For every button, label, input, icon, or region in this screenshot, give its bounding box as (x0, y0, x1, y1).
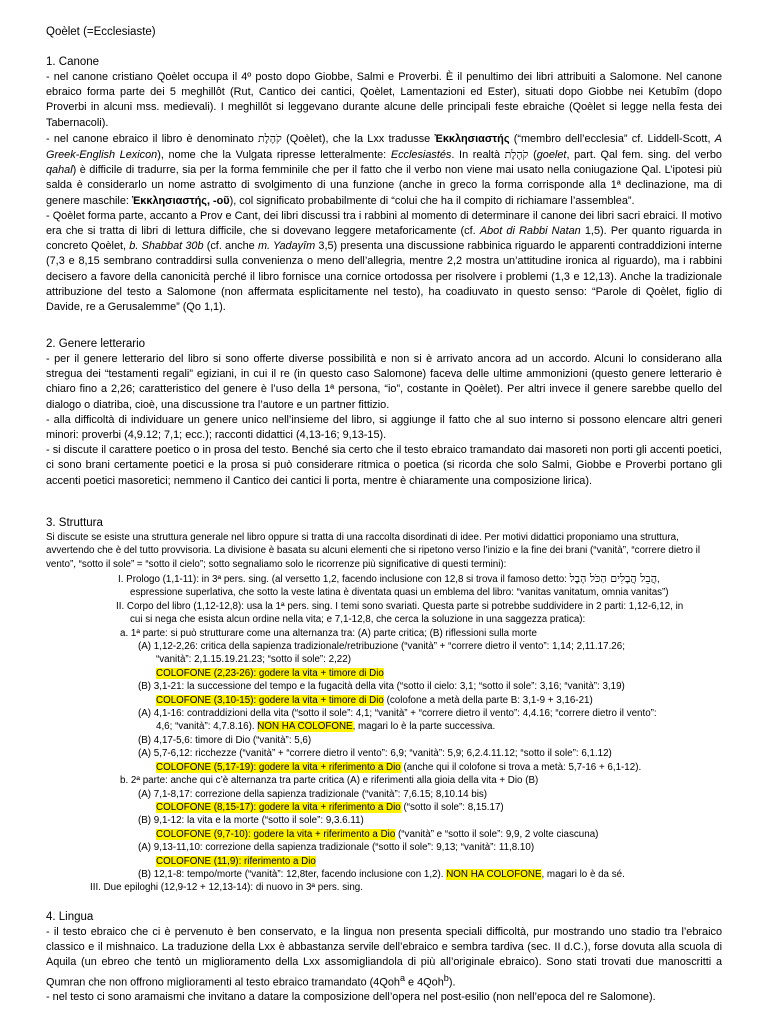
hebrew-word: קֹהֶלֶת (504, 148, 529, 162)
colofone-highlight: COLOFONE (3,10-15): godere la vita + timore di Dio (156, 694, 384, 706)
outline-epiloghi: III. Due epiloghi (12,9-12 + 12,13-14): di nuovo in 3ª pers. sing. (90, 882, 363, 894)
colofone-highlight: COLOFONE (2,23-26): godere la vita + timore di Dio (156, 667, 384, 679)
greek-word: Ἐκκλησιαστής (434, 132, 510, 145)
heading-genere: 2. Genere letterario (46, 338, 146, 350)
outline-parte-a: a. 1ª parte: si può strutturare come una alternanza tra: (A) parte critica; (B) riflessioni sulla morte (120, 627, 537, 639)
heading-lingua: 4. Lingua (46, 911, 94, 923)
outline-parte-b: b. 2ª parte: anche qui c’è alternanza tra parte critica (A) e riferimenti alla gioia della vita + Dio (B) (120, 775, 539, 787)
section-genere (46, 352, 722, 489)
lingua-paragraph-2: - nel testo ci sono aramaismi che invitano a datare la composizione dell’opera nel post-esilio (non nell’epoca del re Salomone). (46, 991, 656, 1004)
canone-paragraph-1: - nel canone cristiano Qoèlet occupa il 4º posto dopo Giobbe, Salmi e Proverbi. È il penultimo dei libri attribuiti a Salomone. Nel canone ebraico forma parte dei 5 meghillôt (Rut, Cantico dei cantici, Qoèlet, Lamentazioni ed Ester), situati dopo Giobbe nei Ketubîm (dopo Proverbi in alcuni mss. medievali). I meghillôt si leggevano durante alcune delle principali feste ebraiche (Qoèlet si legge nella festa dei Tabernacoli). (46, 71, 722, 129)
genere-paragraph-2: - alla difficoltà di individuare un genere unico nell’insieme del libro, si aggiunge il fatto che al suo interno si possono elencare altri generi minori: proverbi (4,9.12; 7,1; ecc.); racconti didattici (4,13-16; 9,13-15). (46, 413, 722, 442)
genere-paragraph-1: - per il genere letterario del libro si sono offerte diverse possibilità e non si è arrivato ancora ad un accordo. Alcuni lo considerano alla stregua dei “testamenti regali” egiziani, in cui il re (in questo caso Salomone) faceva delle ultime ammonizioni (questo genere letterario è chiaro fino a 2,26; caratteristico del genere è l’uso della 1ª persona, “io”, costante in Qoèlet). Per altri invece il genere sarebbe quello del dialogo o diatriba, cioè, una discussione tra l’autore e un partner fittizio. (46, 353, 722, 411)
struttura-intro: Si discute se esiste una struttura generale nel libro oppure si tratta di una raccolta disordinati di idee. Per motivi didattici proponiamo una struttura, avvertendo che è del tutto provvisoria. La divisione è basata su alcuni elementi che si ripetono verso l’inizio e la fine dei brani (“vanità”, “correre dietro il vento”, “sotto il sole” = “sotto il cielo”; sotto segnaliamo solo le ricorrenze più significative di questi termini): (46, 532, 701, 570)
heading-struttura: 3. Struttura (46, 517, 103, 529)
outline-corpo: II. Corpo del libro (1,12-12,8): usa la 1ª pers. sing. I temi sono svariati. Questa parte si potrebbe suddividere in 2 parti: 1,12-6,12, in (116, 600, 684, 612)
greek-word: Ἐκκλησιαστής, -οῦ (131, 194, 230, 207)
canone-paragraph-3: - Qoèlet forma parte, accanto a Prov e Cant, dei libri discussi tra i rabbini al momento di determinare il canone dei libri sacri ebraici. Il motivo era che si tratta di libri di lettura difficile, che si dovevano leggere metaforicamente (cf. Abot di Rabbi Natan 1,5). Per quanto riguarda in concreto Qoèlet, b. Shabbat 30b (cf. anche m. Yadayîm 3,5) presenta una discussione rabbinica riguardo le apparenti contraddizioni interne (7,3 e 8,15 sembrano contraddirsi sulla convenienza o meno dell’allegria, mentre 2,2 mostra un’attitudine ironica al riguardo), ma i rabbini decisero a favore della canonicità perché il libro fornisce una cornice ortodossa per risolvere i problemi (1,3 e 12,13). Anche la tradizionale attribuzione del testo a Salomone (non affermata esplicitamente nel testo), ha coadiuvato in questo senso: “Parole di Qoèlet, figlio di Davide, re a Gerusalemme” (Qo 1,1). (46, 209, 722, 314)
canone-paragraph-2: - nel canone ebraico il libro è denominato קֹהֶלֶת (Qoèlet), che la Lxx tradusse Ἐκκλησιαστής (“membro dell’ecclesia” cf. Liddell-Scott, A Greek-English Lexicon), nome che la Vulgata ripresse letteralmente: Ecclesiastés. In realtà קֹהֶלֶת (goelet, part. Qal fem. sing. del verbo qahal) è difficile di tradurre, sia per la forma femminile che per il fatto che il verbo non viene mai usato nella coniugazione Qal. L’ipotesi più salda è considerarlo un nome astratto di svolgimento di una funzione (anche in greco la forma corrisponde alla 1ª declinazione, ma di genere maschile: Ἐκκλησιαστής, -οῦ), col significato probabilmente di “colui che ha il compito di richiamare l’assemblea”. (46, 131, 722, 207)
document-title: Qoèlet (=Ecclesiaste) (46, 26, 156, 38)
section-canone (46, 70, 722, 315)
colofone-highlight: COLOFONE (11,9): riferimento a Dio (156, 855, 316, 867)
outline-prologo: I. Prologo (1,1-11): in 3ª pers. sing. (al versetto 1,2, facendo inclusione con 12,8 si trova il famoso detto: הֲבֵל הֲבָלִים הַכֹּל הָבֶל, (118, 572, 660, 585)
struttura-outline: I. Prologo (1,1-11): in 3ª pers. sing. (al versetto 1,2, facendo inclusione con 12,8 si trova il famoso detto: הֲבֵל הֲבָלִים הַכֹּל הָבֶל, espressione superlativa, che sotto la veste latina è diventata quasi un emblema del libro: “vanitas vanitatum, omnia vanitas”) II. Corpo del libro (1,12-12,8): usa la 1ª pers. sing. I temi sono svariati. Questa parte si potrebbe suddividere in 2 parti: 1,12-6,12, in cui si nega che esista alcun ordine nella vita; e 7,1-12,8, che cerca la soluzione in una saggezza pratica): a. 1ª parte: si può strutturare come una alternanza tra: (A) parte critica; (B) riflessioni sulla morte (A) 1,12-2,26: critica della sapienza tradizionale/retribuzione (“vanità” + “correre dietro il vento”: 1,14; 2,11.17.26; “vanità”: 2,1.15.19.21.23; “sotto il sole”: 2,22) COLOFONE (2,23-26): godere la vita + timore di Dio (B) 3,1-21: la successione del tempo e la fugacità della vita (“sotto il cielo: 3,1; “sotto il sole”: 3,16; “vanità”: 3,19) COLOFONE (3,10-15): godere la vita + timore di Dio (colofone a metà della parte B: 3,1-9 + 3,16-21) (A) 4,1-16: contraddizioni della vita (“sotto il sole”: 4,1; “vanità” + “correre dietro il vento”: 4,4.16; “correre dietro il vento”: 4,6; “vanità”: 4,7.8.16). NON HA COLOFONE, magari lo è la parte successiva. (B) 4,17-5,6: timore di Dio (“vanità”: 5,6) (A) 5,7-6,12: ricchezze (“vanità” + “correre dietro il vento”: 6,9; “vanità”: 5,9; 6,2.4.11.12; “sotto il sole”: 6,1.12) COLOFONE (5,17-19): godere la vita + riferimento a Dio (anche qui il colofone si trova a metà: 5,7-16 + 6,1-12). b. 2ª parte: anche qui c’è alternanza tra parte critica (A) e riferimenti alla gioia della vita + Dio (B) (A) 7,1-8,17: correzione della sapienza tradizionale (“vanità”: 7,6.15; 8,10.14 bis) COLOFONE (8,15-17): godere la vita + riferimento a Dio (“sotto il sole”: 8,15.17) (B) 9,1-12: la vita e la morte (“sotto il sole”: 9,3.6.11) COLOFONE (9,7-10): godere la vita + riferimento a Dio (“vanità” e “sotto il sole”: 9,9, 2 volte ciascuna) (A) 9,13-11,10: correzione della sapienza tradizionale (“sotto il sole”: 9,13; “vanità”: 11,8.10) COLOFONE (11,9): riferimento a Dio (B) 12,1-8: tempo/morte (“vanità”: 12,8ter, facendo inclusione con 1,2). NON HA COLOFONE, magari lo è da sé. III. Due epiloghi (12,9-12 + 12,13-14): di nuovo in 3ª pers. sing. (0, 572, 768, 895)
hebrew-phrase: הֲבֵל הֲבָלִים הַכֹּל הָבֶל (569, 572, 658, 585)
colofone-highlight: COLOFONE (8,15-17): godere la vita + riferimento a Dio (156, 801, 401, 813)
hebrew-word: קֹהֶלֶת (258, 131, 282, 145)
no-colofone-highlight: NON HA COLOFONE (257, 721, 353, 733)
no-colofone-highlight: NON HA COLOFONE (446, 868, 542, 880)
genere-paragraph-3: - si discute il carattere poetico o in prosa del testo. Benché sia certo che il testo ebraico tramandato dai masoreti non porti gli accenti poetici, ci sono brani certamente poetici e la prosa si può considerare ritmica o poetica (si ricorda che solo Salmi, Giobbe e Proverbi portano gli accenti poetici masoretici; nemmeno il Cantico dei cantici li porta, mentre è chiaramente una composizione lirica). (46, 444, 722, 487)
section-lingua (46, 925, 722, 1006)
colofone-highlight: COLOFONE (9,7-10): godere la vita + riferimento a Dio (156, 828, 396, 840)
heading-canone: 1. Canone (46, 56, 100, 68)
colofone-highlight: COLOFONE (5,17-19): godere la vita + riferimento a Dio (156, 761, 401, 773)
lingua-paragraph-1: - il testo ebraico che ci è pervenuto è ben conservato, e la lingua non presenta speciali difficoltà, pur mostrando uno stadio tra l’ebraico classico e il mishnaico. La traduzione della Lxx è abbastanza servile dell’ebraico e sembra tardiva (sec. II d.C.), forse dovuta alla scuola di Aquila (un ebreo che tentò un miglioramento della Lxx assomigliandola di più all’originale ebraico). Sono stati trovati due manoscritti a Qumran che non offrono miglioramenti al testo ebraico tramandato (4Qoh$^a$ e 4Qoh$^b$). (46, 926, 722, 989)
